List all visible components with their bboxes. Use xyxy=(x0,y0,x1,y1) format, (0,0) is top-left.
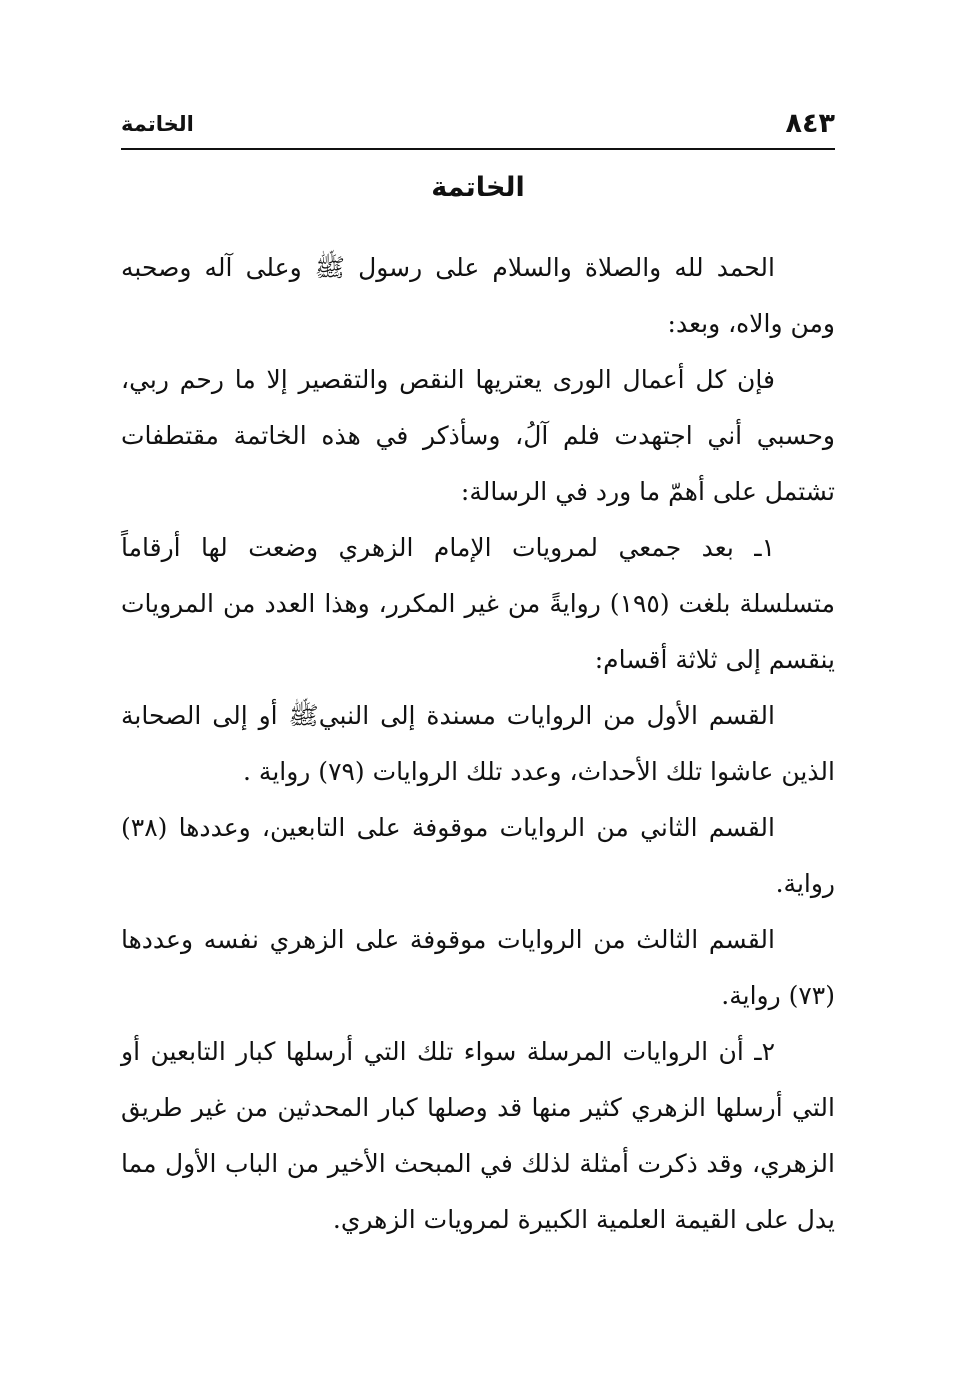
chapter-title: الخاتمة xyxy=(431,172,525,203)
paragraph-section-1: القسم الأول من الروايات مسندة إلى النبيﷺ أو إلى الصحابة الذين عاشوا تلك الأحداث، وعدد تلك الروايات (٧٩) رواية . xyxy=(121,701,835,786)
paragraph-section-2: القسم الثاني من الروايات موقوفة على التابعين، وعددها (٣٨) رواية. xyxy=(121,813,835,898)
page-number: ٨٤٣ xyxy=(785,108,835,139)
running-section-title: الخاتمة xyxy=(121,112,194,136)
body-text xyxy=(121,240,835,1248)
paragraph-section-3: القسم الثالث من الروايات موقوفة على الزهري نفسه وعددها (٧٣) رواية. xyxy=(121,925,835,1010)
paragraph-intro: فإن كل أعمال الورى يعتريها النقص والتقصير إلا ما رحم ربي، وحسبي أني اجتهدت فلم آلُ، وسأذكر في هذه الخاتمة مقتطفات تشتمل على أهمّ ما ورد في الرسالة: xyxy=(121,365,835,506)
paragraph-point-2: ٢ـ أن الروايات المرسلة سواء تلك التي أرسلها كبار التابعين أو التي أرسلها الزهري كثير منها قد وصلها كبار المحدثين من غير طريق الزهري، وقد ذكرت أمثلة لذلك في المبحث الأخير من الباب الأول مما يدل على القيمة العلمية الكبيرة لمرويات الزهري. xyxy=(121,1037,835,1234)
document-page xyxy=(121,0,835,1390)
paragraph-point-1: ١ـ بعد جمعي لمرويات الإمام الزهري وضعت لها أرقاماً متسلسلة بلغت (١٩٥) روايةً من غير المكرر، وهذا العدد من المرويات ينقسم إلى ثلاثة أقسام: xyxy=(121,533,835,674)
paragraph-opening: الحمد لله والصلاة والسلام على رسول ﷺ وعلى آله وصحبه ومن والاه، وبعد: xyxy=(121,253,835,338)
running-header xyxy=(121,108,835,150)
